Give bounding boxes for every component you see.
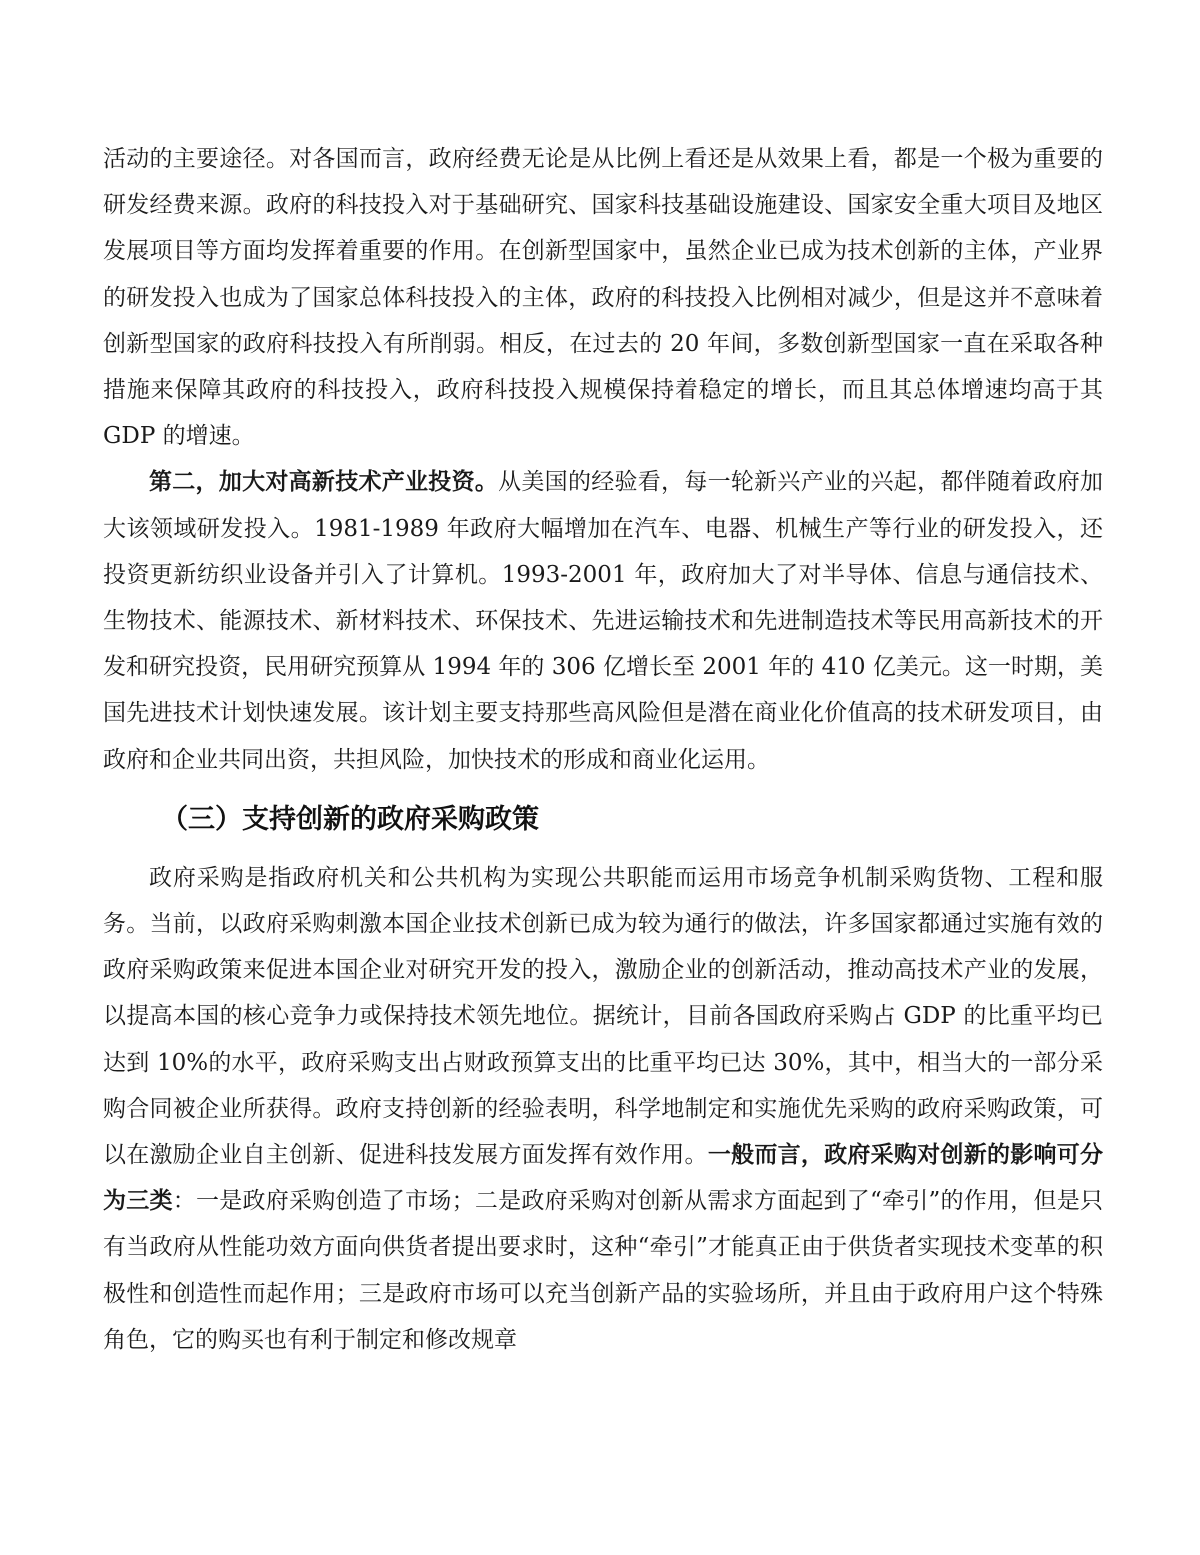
paragraph-high-tech-investment <box>103 459 1103 782</box>
paragraph-1-text: 活动的主要途径。对各国而言，政府经费无论是从比例上看还是从效果上看，都是一个极为重要的研发经费来源。政府的科技投入对于基础研究、国家科技基础设施建设、国家安全重大项目及地区发展项目等方面均发挥着重要的作用。在创新型国家中，虽然企业已成为技术创新的主体，产业界的研发投入也成为了国家总体科技投入的主体，政府的科技投入比例相对减少，但是这并不意味着创新型国家的政府科技投入有所削弱。相反，在过去的 20 年间，多数创新型国家一直在采取各种措施来保障其政府的科技投入，政府科技投入规模保持着稳定的增长，而且其总体增速均高于其 GDP 的增速。 <box>103 146 1103 450</box>
paragraph-continued <box>103 136 1103 459</box>
paragraph-3-bold: 一般而言，政府采购对创新的影响可分为三类 <box>103 1142 1104 1215</box>
paragraph-2-lead: 第二，加大对高新技术产业投资。 <box>149 469 499 496</box>
paragraph-2-text: 从美国的经验看，每一轮新兴产业的兴起，都伴随着政府加大该领域研发投入。1981-1989 年政府大幅增加在汽车、电器、机械生产等行业的研发投入，还投资更新纺织业设备并引入了计算机。1993-2001 年，政府加大了对半导体、信息与通信技术、生物技术、能源技术、新材料技术、环保技术、先进运输技术和先进制造技术等民用高新技术的开发和研究投资，民用研究预算从 1994 年的 306 亿增长至 2001 年的 410 亿美元。这一时期，美国先进技术计划快速发展。该计划主要支持那些高风险但是潜在商业化价值高的技术研发项目，由政府和企业共同出资，共担风险，加快技术的形成和商业化运用。 <box>103 469 1104 773</box>
paragraph-3-text-before: 政府采购是指政府机关和公共机构为实现公共职能而运用市场竞争机制采购货物、工程和服务。当前，以政府采购刺激本国企业技术创新已成为较为通行的做法，许多国家都通过实施有效的政府采购政策来促进本国企业对研究开发的投入，激励企业的创新活动，推动高技术产业的发展，以提高本国的核心竞争力或保持技术领先地位。据统计，目前各国政府采购占 GDP 的比重平均已达到 10%的水平，政府采购支出占财政预算支出的比重平均已达 30%，其中，相当大的一部分采购合同被企业所获得。政府支持创新的经验表明，科学地制定和实施优先采购的政府采购政策，可以在激励企业自主创新、促进科技发展方面发挥有效作用。 <box>103 864 1103 1169</box>
document-page <box>103 136 1103 1363</box>
paragraph-government-procurement <box>103 855 1103 1363</box>
section-heading: （三）支持创新的政府采购政策 <box>161 803 539 835</box>
paragraph-3-text-after: ：一是政府采购创造了市场；二是政府采购对创新从需求方面起到了“牵引”的作用，但是只有当政府从性能功效方面向供货者提出要求时，这种“牵引”才能真正由于供货者实现技术变革的积极性和创造性而起作用；三是政府市场可以充当创新产品的实验场所，并且由于政府用户这个特殊角色，它的购买也有利于制定和修改规章 <box>103 1188 1103 1353</box>
